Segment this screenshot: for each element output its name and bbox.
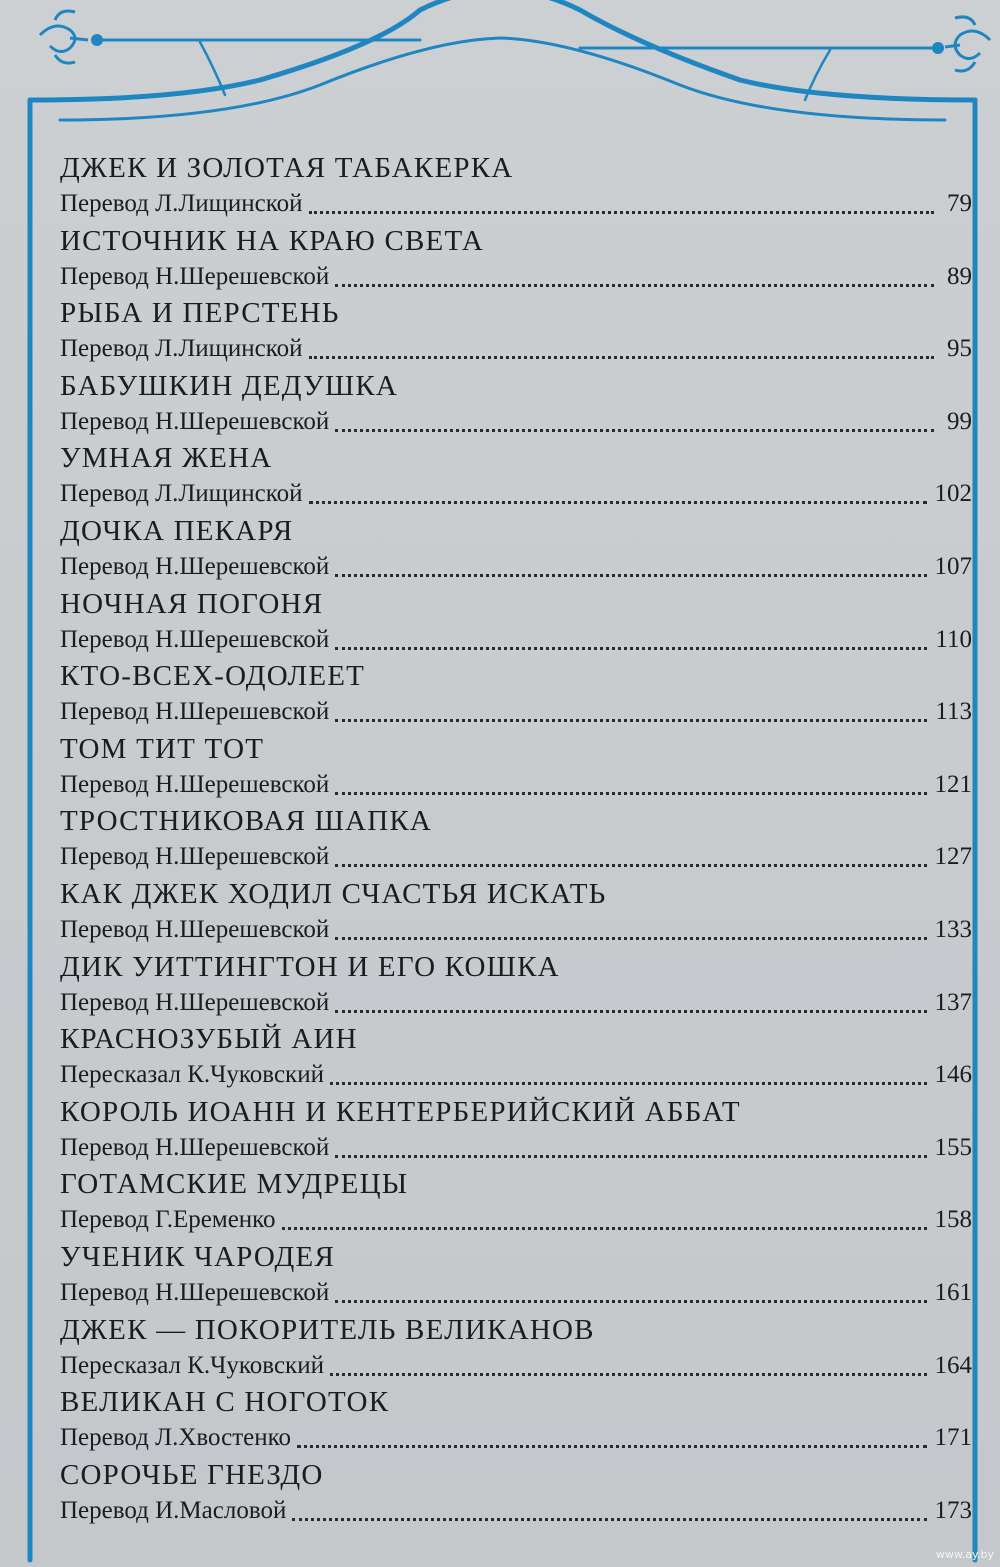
dot-leader	[292, 1517, 926, 1521]
toc-entry	[60, 440, 972, 513]
entry-credit-line	[60, 914, 972, 946]
toc-entry	[60, 1094, 972, 1167]
entry-page-number: 107	[934, 552, 972, 580]
entry-page-number: 102	[934, 480, 972, 508]
toc-entry	[60, 876, 972, 949]
entry-title: ТОМ ТИТ ТОТ	[60, 732, 265, 765]
toc-entry	[60, 949, 972, 1022]
entry-title: ДЖЕК — ПОКОРИТЕЛЬ ВЕЛИКАНОВ	[60, 1313, 595, 1346]
entry-credit: Перевод Н.Шерешевской	[60, 552, 330, 580]
dot-leader	[309, 500, 927, 504]
toc-entry	[60, 295, 972, 368]
entry-credit-line	[60, 1204, 972, 1236]
entry-credit: Перевод Н.Шерешевской	[60, 1133, 330, 1161]
entry-page-number: 99	[947, 407, 972, 435]
entry-title: ДЖЕК И ЗОЛОТАЯ ТАБАКЕРКА	[60, 152, 514, 184]
toc-entry	[60, 1312, 972, 1385]
entry-page-number: 113	[935, 698, 972, 726]
entry-page-number: 121	[934, 770, 972, 798]
entry-credit: Перевод Н.Шерешевской	[60, 407, 330, 435]
entry-title: УЧЕНИК ЧАРОДЕЯ	[60, 1240, 335, 1273]
entry-credit-line	[60, 1495, 972, 1527]
entry-credit: Перевод Н.Шерешевской	[60, 770, 330, 798]
dot-leader	[297, 1444, 926, 1448]
dot-leader	[330, 1081, 927, 1085]
entry-page-number: 161	[934, 1278, 972, 1306]
entry-credit: Перевод И.Масловой	[60, 1496, 287, 1524]
toc-entry	[60, 658, 972, 731]
dot-leader	[335, 646, 927, 650]
entry-page-number: 133	[934, 915, 972, 943]
toc-entry	[60, 223, 972, 296]
entry-title: СОРОЧЬЕ ГНЕЗДО	[60, 1458, 324, 1491]
entry-credit-line	[60, 696, 972, 728]
entry-page-number: 89	[947, 262, 972, 290]
entry-credit: Перевод Л.Лищинской	[60, 190, 303, 217]
entry-title: ДИК УИТТИНГТОН И ЕГО КОШКА	[60, 950, 560, 983]
entry-title: КОРОЛЬ ИОАНН И КЕНТЕРБЕРИЙСКИЙ АББАТ	[60, 1095, 741, 1128]
entry-credit-line	[60, 624, 972, 656]
toc-entry	[60, 586, 972, 659]
entry-page-number: 127	[934, 843, 972, 871]
watermark: www.ay.by	[935, 1548, 994, 1561]
dot-leader	[335, 1009, 926, 1013]
entry-credit-line	[60, 841, 972, 873]
entry-page-number: 158	[934, 1206, 972, 1234]
entry-credit-line	[60, 261, 972, 293]
dot-leader	[335, 936, 926, 940]
entry-credit: Пересказал К.Чуковский	[60, 1061, 324, 1089]
entry-credit-line	[60, 1132, 972, 1164]
toc-entry	[60, 368, 972, 441]
entry-page-number: 146	[934, 1061, 972, 1089]
dot-leader	[309, 210, 934, 214]
entry-page-number: 171	[934, 1424, 972, 1452]
dot-leader	[335, 283, 934, 287]
entry-credit: Перевод Н.Шерешевской	[60, 262, 330, 290]
right-flourish-icon	[945, 17, 990, 71]
dot-leader	[335, 863, 926, 867]
dot-leader	[335, 428, 934, 432]
entry-credit-line	[60, 406, 972, 438]
toc-entry	[60, 1457, 972, 1530]
toc-entry	[60, 513, 972, 586]
entry-title: ТРОСТНИКОВАЯ ШАПКА	[60, 805, 433, 838]
entry-title: НОЧНАЯ ПОГОНЯ	[60, 587, 324, 620]
entry-title: УМНАЯ ЖЕНА	[60, 442, 273, 475]
entry-page-number: 164	[934, 1351, 972, 1379]
dot-leader	[335, 1154, 926, 1158]
entry-credit: Пересказал К.Чуковский	[60, 1351, 324, 1379]
entry-credit: Перевод Л.Лищинской	[60, 480, 303, 508]
entry-credit: Перевод Н.Шерешевской	[60, 1278, 330, 1306]
entry-title: КАК ДЖЕК ХОДИЛ СЧАСТЬЯ ИСКАТЬ	[60, 877, 607, 910]
entry-page-number: 137	[934, 988, 972, 1016]
table-of-contents	[60, 150, 972, 1529]
entry-credit: Перевод Г.Еременко	[60, 1206, 276, 1234]
entry-credit: Перевод Н.Шерешевской	[60, 915, 330, 943]
entry-title: КТО-ВСЕХ-ОДОЛЕЕТ	[60, 660, 366, 693]
dot-leader	[309, 355, 934, 359]
toc-entry	[60, 1239, 972, 1312]
entry-title: БАБУШКИН ДЕДУШКА	[60, 369, 399, 402]
entry-credit: Перевод Н.Шерешевской	[60, 988, 330, 1016]
entry-page-number: 173	[934, 1496, 972, 1524]
dot-leader	[335, 791, 926, 795]
entry-title: РЫБА И ПЕРСТЕНЬ	[60, 297, 340, 330]
dot-leader	[330, 1372, 927, 1376]
entry-credit: Перевод Н.Шерешевской	[60, 843, 330, 871]
entry-credit-line	[60, 1422, 972, 1454]
entry-credit-line	[60, 478, 972, 510]
dot-leader	[282, 1226, 927, 1230]
entry-credit-line	[60, 333, 972, 365]
entry-page-number: 155	[934, 1133, 972, 1161]
entry-credit-line	[60, 551, 972, 583]
entry-credit: Перевод Н.Шерешевской	[60, 625, 330, 653]
left-flourish-icon	[40, 11, 88, 63]
toc-entry	[60, 1166, 972, 1239]
entry-title: КРАСНОЗУБЫЙ АИН	[60, 1023, 358, 1056]
dot-leader	[335, 573, 926, 577]
entry-title: ИСТОЧНИК НА КРАЮ СВЕТА	[60, 224, 485, 257]
toc-entry	[60, 731, 972, 804]
toc-entry	[60, 1384, 972, 1457]
entry-credit-line	[60, 1277, 972, 1309]
entry-credit-line	[60, 1350, 972, 1382]
entry-credit-line	[60, 188, 972, 220]
toc-entry	[60, 803, 972, 876]
entry-title: ГОТАМСКИЕ МУДРЕЦЫ	[60, 1168, 409, 1201]
entry-credit: Перевод Л.Хвостенко	[60, 1424, 292, 1452]
entry-credit: Перевод Н.Шерешевской	[60, 698, 330, 726]
entry-credit: Перевод Л.Лищинской	[60, 335, 303, 363]
toc-entry	[60, 1021, 972, 1094]
dot-leader	[335, 718, 927, 722]
entry-title: ВЕЛИКАН С НОГОТОК	[60, 1386, 390, 1419]
entry-page-number: 95	[947, 335, 972, 363]
entry-title: ДОЧКА ПЕКАРЯ	[60, 514, 294, 547]
entry-credit-line	[60, 1059, 972, 1091]
entry-credit-line	[60, 769, 972, 801]
toc-entry	[60, 150, 972, 223]
entry-credit-line	[60, 987, 972, 1019]
entry-page-number: 79	[947, 190, 972, 217]
entry-page-number: 110	[935, 625, 972, 653]
dot-leader	[335, 1299, 926, 1303]
